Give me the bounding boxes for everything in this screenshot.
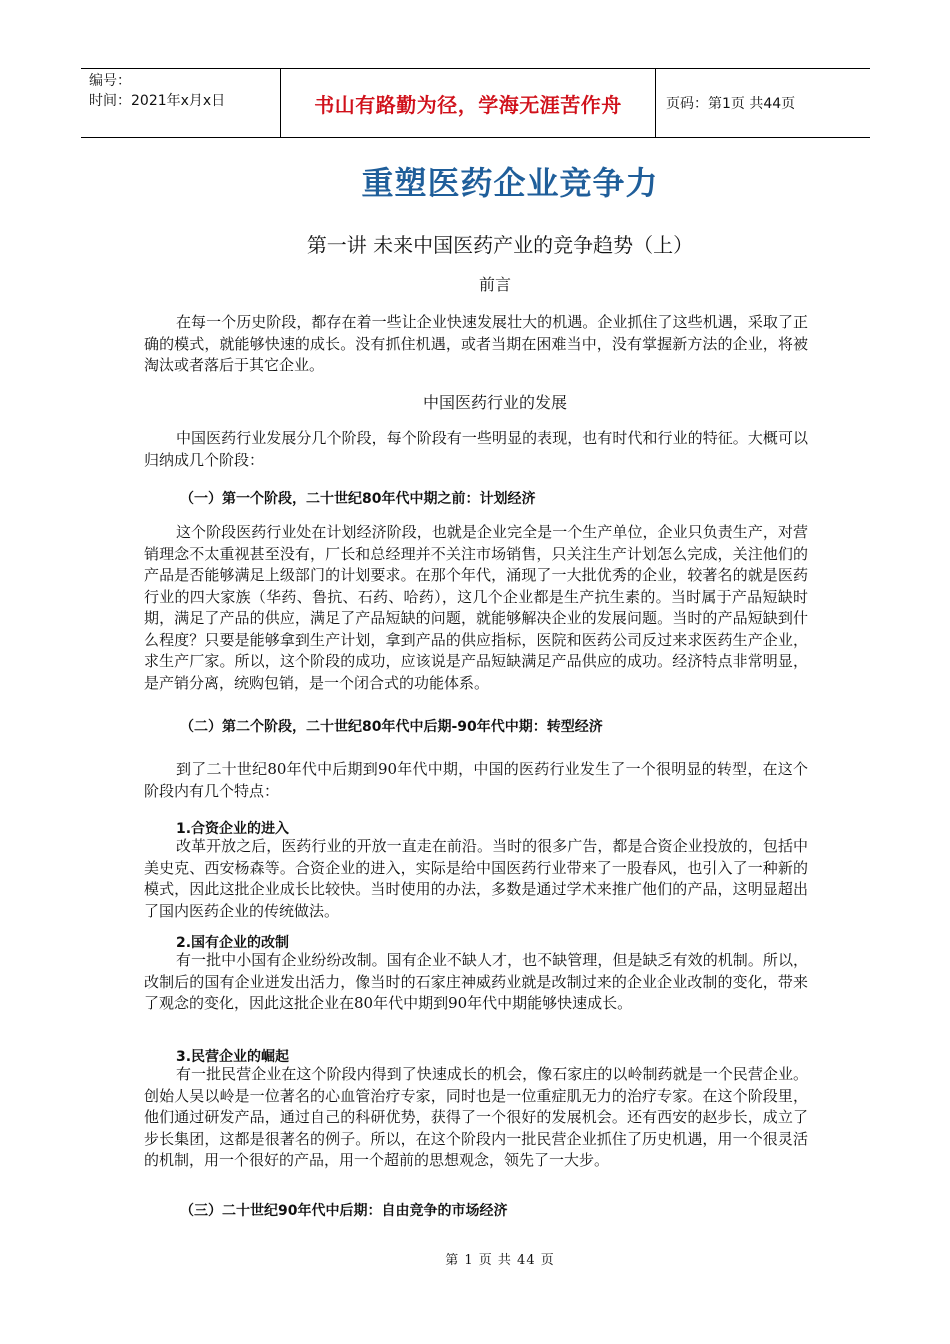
development-intro: 中国医药行业发展分几个阶段，每个阶段有一些明显的表现，也有时代和行业的特征。大概可以归纳成几个阶段： xyxy=(144,429,808,469)
header-table xyxy=(81,68,870,138)
development-heading: 中国医药行业的发展 xyxy=(422,393,567,412)
item1-paragraph: 改革开放之后，医药行业的开放一直走在前沿。当时的很多广告，都是合资企业投放的，包括中美史克、西安杨森等。合资企业的进入，实际是给中国医药行业带来了一股春风，也引入了一种新的模式，因此这批企业成长比较快。当时使用的办法，多数是通过学术来推广他们的产品，这明显超出了国内医药企业的传统做法。 xyxy=(144,837,808,920)
number-label: 编号： xyxy=(89,73,131,89)
item2-paragraph: 有一批中小国有企业纷纷改制。国有企业不缺人才，也不缺管理，但是缺乏有效的机制。所以，改制后的国有企业迸发出活力，像当时的石家庄神威药业就是改制过来的企业企业改制的变化，带来了观念的变化，因此这批企业在80年代中期到90年代中期能够快速成长。 xyxy=(144,951,808,1012)
time-label: 时间：2021年x月x日 xyxy=(89,93,226,109)
stage1-heading: （一）第一个阶段，二十世纪80年代中期之前：计划经济 xyxy=(180,491,536,507)
item2-heading: 2.国有企业的改制 xyxy=(176,935,290,951)
stage3-heading: （三）二十世纪90年代中后期：自由竞争的市场经济 xyxy=(180,1203,508,1219)
page-info: 页码：第1页 共44页 xyxy=(666,96,796,112)
header-info-cell xyxy=(81,69,281,137)
stage2-heading: （二）第二个阶段，二十世纪80年代中后期-90年代中期：转型经济 xyxy=(180,719,603,735)
item3-heading: 3.民营企业的崛起 xyxy=(176,1049,290,1065)
lecture-subtitle: 第一讲 未来中国医药产业的竞争趋势（上） xyxy=(306,233,694,257)
page-footer: 第 1 页 共 44 页 xyxy=(445,1253,555,1268)
stage1-paragraph: 这个阶段医药行业处在计划经济阶段，也就是企业完全是一个生产单位，企业只负责生产，对营销理念不太重视甚至没有，厂长和总经理并不关注市场销售，只关注生产计划怎么完成，关注他们的产品是否能够满足上级部门的计划要求。在那个年代，涌现了一大批优秀的企业，较著名的就是医药行业的四大家族（华药、鲁抗、石药、哈药），这几个企业都是生产抗生素的。当时属于产品短缺时期，满足了产品的供应，满足了产品短缺的问题，就能够解决企业的发展问题。当时的产品短缺到什么程度？只要是能够拿到生产计划，拿到产品的供应指标，医院和医药公司反过来求医药生产企业，求生产厂家。所以，这个阶段的成功，应该说是产品短缺满足产品供应的成功。经济特点非常明显，是产销分离，统购包销，是一个闭合式的功能体系。 xyxy=(144,523,808,692)
motto: 书山有路勤为径，学海无涯苦作舟 xyxy=(281,69,656,137)
stage2-paragraph: 到了二十世纪80年代中后期到90年代中期，中国的医药行业发生了一个很明显的转型，在这个阶段内有几个特点： xyxy=(144,760,808,800)
item3-paragraph: 有一批民营企业在这个阶段内得到了快速成长的机会，像石家庄的以岭制药就是一个民营企业。创始人吴以岭是一位著名的心血管治疗专家，同时也是一位重症肌无力的治疗专家。在这个阶段里，他们通过研发产品，通过自己的科研优势，获得了一个很好的发展机会。还有西安的赵步长，成立了步长集团，这都是很著名的例子。所以，在这个阶段内一批民营企业抓住了历史机遇，用一个很灵活的机制，用一个很好的产品，用一个超前的思想观念，领先了一大步。 xyxy=(144,1065,808,1169)
preface-heading: 前言 xyxy=(478,275,511,294)
preface-paragraph: 在每一个历史阶段，都存在着一些让企业快速发展壮大的机遇。企业抓住了这些机遇，采取了正确的模式，就能够快速的成长。没有抓住机遇，或者当期在困难当中，没有掌握新方法的企业，将被淘汰或者落后于其它企业。 xyxy=(144,313,808,374)
item1-heading: 1.合资企业的进入 xyxy=(176,821,290,837)
page-title: 重塑医药企业竞争力 xyxy=(361,164,659,202)
